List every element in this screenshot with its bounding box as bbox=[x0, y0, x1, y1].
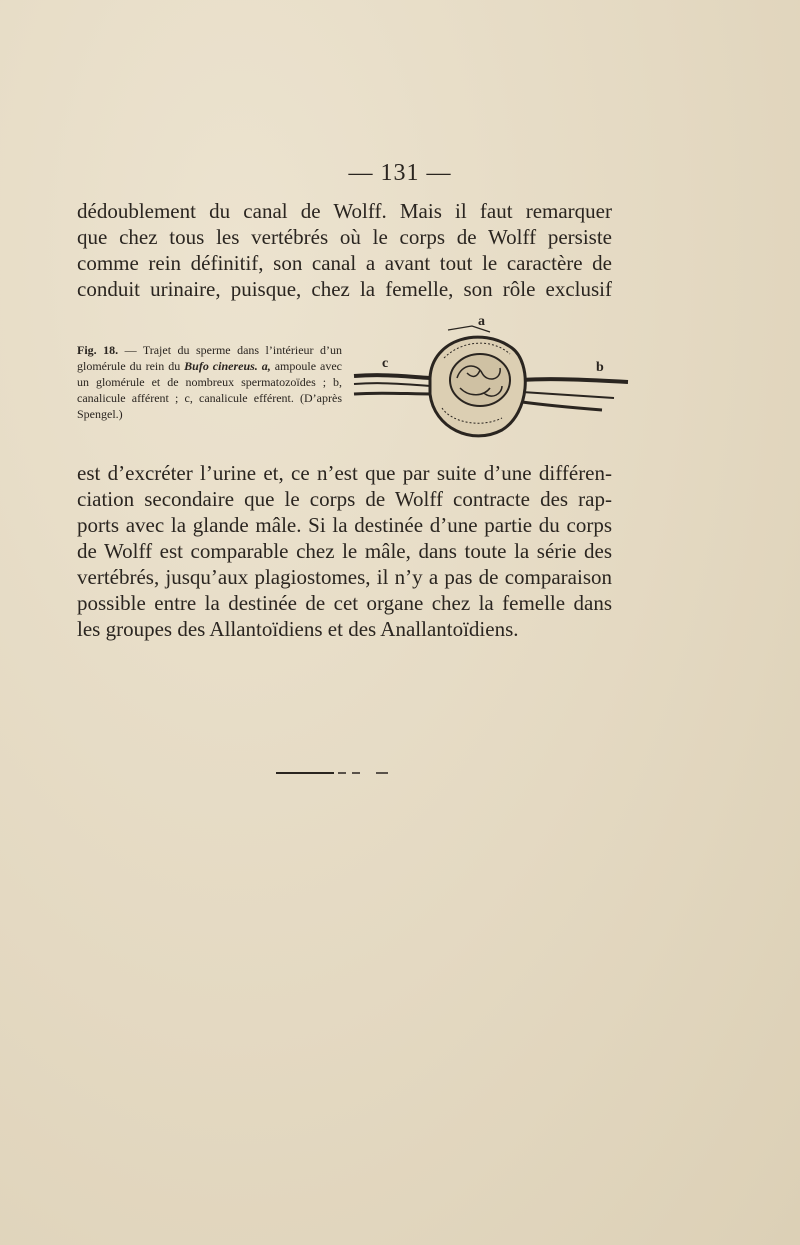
text-line: les groupes des Allantoïdiens et des Anallantoïdiens. bbox=[77, 617, 519, 641]
text-line: possible entre la destinée de cet organe chez la femelle dans bbox=[77, 591, 612, 615]
text-line: de Wolff est comparable chez le mâle, dans toute la série des bbox=[77, 539, 612, 563]
glomerulus-illustration bbox=[352, 314, 630, 448]
caption-text: — Trajet du sperme dans l’intérieur d’un glomérule du rein du bbox=[77, 343, 342, 373]
figure-letter-c: c bbox=[382, 356, 389, 371]
figure-letter-b: b bbox=[596, 360, 604, 375]
figure-label: Fig. 18. bbox=[77, 343, 119, 357]
text-line: ciation secondaire que le corps de Wolff contracte des rap- bbox=[77, 487, 612, 511]
text-line: comme rein définitif, son canal a avant tout le caractère de bbox=[77, 251, 612, 275]
glomerulus-drawing bbox=[352, 318, 630, 448]
text-line: dédoublement du canal de Wolff. Mais il faut remarquer bbox=[77, 199, 612, 223]
paragraph-2 bbox=[77, 460, 612, 642]
species-name: Bufo cinereus. a, bbox=[184, 359, 271, 373]
text-line: que chez tous les vertébrés où le corps de Wolff persiste bbox=[77, 225, 612, 249]
section-divider bbox=[276, 770, 396, 776]
text-line: conduit urinaire, puisque, chez la femelle, son rôle exclusif bbox=[77, 277, 612, 301]
page-number: — 131 — bbox=[348, 160, 452, 186]
text-line: ports avec la glande mâle. Si la destinée d’une partie du corps bbox=[77, 513, 612, 537]
figure-letter-a: a bbox=[478, 314, 485, 329]
figure-caption bbox=[77, 342, 342, 422]
text-line: vertébrés, jusqu’aux plagiostomes, il n’y a pas de comparaison bbox=[77, 565, 612, 589]
paragraph-1 bbox=[77, 198, 612, 302]
text-line: est d’excréter l’urine et, ce n’est que par suite d’une différen- bbox=[77, 461, 612, 485]
caption-text-rest: ampoule avec un glomérule et de nombreux spermatozoïdes ; b, canalicule afférent ; c, canalicule efférent. (D’après Spengel.) bbox=[77, 359, 342, 421]
